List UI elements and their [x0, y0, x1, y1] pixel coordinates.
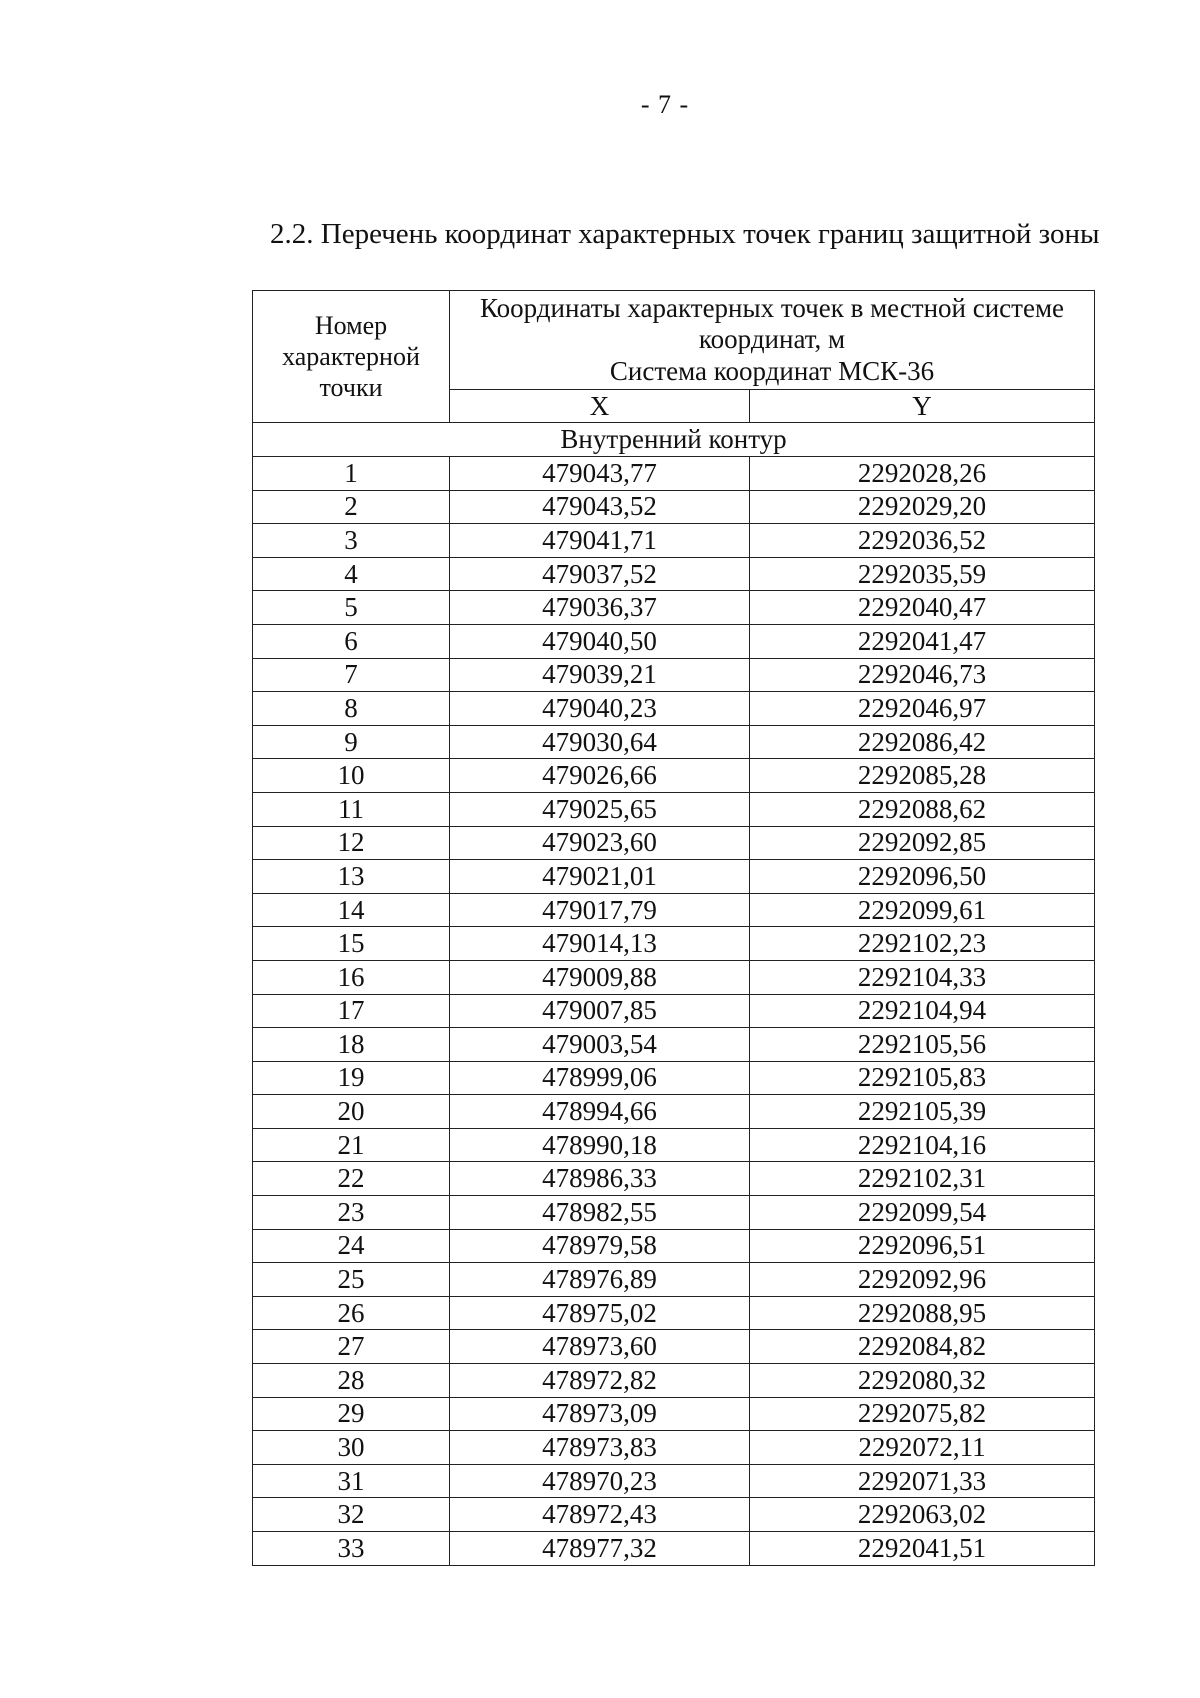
y-coordinate-cell: 2292099,54 [750, 1196, 1095, 1230]
x-coordinate-cell: 479040,50 [450, 624, 750, 658]
table-row [253, 1330, 1095, 1364]
point-number-cell: 5 [253, 591, 450, 625]
point-number-cell: 28 [253, 1364, 450, 1398]
table-row [253, 1128, 1095, 1162]
x-coordinate-cell: 479040,23 [450, 692, 750, 726]
x-coordinate-cell: 479030,64 [450, 725, 750, 759]
table-row [253, 591, 1095, 625]
y-coordinate-cell: 2292036,52 [750, 524, 1095, 558]
table-row [253, 960, 1095, 994]
y-coordinate-cell: 2292028,26 [750, 457, 1095, 491]
y-coordinate-cell: 2292085,28 [750, 759, 1095, 793]
point-number-cell: 11 [253, 792, 450, 826]
y-coordinate-cell: 2292063,02 [750, 1498, 1095, 1532]
table-row [253, 1498, 1095, 1532]
section-title: 2.2. Перечень координат характерных точек границ защитной зоны [270, 218, 1100, 250]
page-number: - 7 - [640, 90, 690, 119]
y-coordinate-cell: 2292105,39 [750, 1095, 1095, 1129]
table-row [253, 1061, 1095, 1095]
y-coordinate-cell: 2292104,94 [750, 994, 1095, 1028]
x-coordinate-cell: 478975,02 [450, 1296, 750, 1330]
x-coordinate-cell: 478972,43 [450, 1498, 750, 1532]
y-coordinate-cell: 2292041,51 [750, 1532, 1095, 1566]
point-number-cell: 12 [253, 826, 450, 860]
x-coordinate-cell: 479043,52 [450, 490, 750, 524]
x-coordinate-cell: 479003,54 [450, 1028, 750, 1062]
table-row [253, 826, 1095, 860]
point-number-cell: 20 [253, 1095, 450, 1129]
table-header [253, 291, 1095, 423]
y-coordinate-cell: 2292102,31 [750, 1162, 1095, 1196]
point-number-cell: 16 [253, 960, 450, 994]
contour-label: Внутренний контур [253, 423, 1095, 457]
x-coordinate-cell: 479021,01 [450, 860, 750, 894]
table-row [253, 1464, 1095, 1498]
y-coordinate-cell: 2292088,95 [750, 1296, 1095, 1330]
table-row [253, 725, 1095, 759]
point-number-cell: 6 [253, 624, 450, 658]
point-number-cell: 13 [253, 860, 450, 894]
point-number-cell: 23 [253, 1196, 450, 1230]
y-coordinate-cell: 2292099,61 [750, 893, 1095, 927]
table-row [253, 893, 1095, 927]
coordinates-table [252, 290, 1095, 1566]
y-coordinate-cell: 2292088,62 [750, 792, 1095, 826]
point-number-cell: 29 [253, 1397, 450, 1431]
point-number-cell: 31 [253, 1464, 450, 1498]
header-point-number: Номер характерной точки [253, 291, 450, 423]
x-coordinate-cell: 479041,71 [450, 524, 750, 558]
x-coordinate-cell: 479007,85 [450, 994, 750, 1028]
point-number-cell: 27 [253, 1330, 450, 1364]
point-number-cell: 32 [253, 1498, 450, 1532]
y-coordinate-cell: 2292046,97 [750, 692, 1095, 726]
y-coordinate-cell: 2292029,20 [750, 490, 1095, 524]
header-coordinates [450, 291, 1095, 390]
point-number-cell: 19 [253, 1061, 450, 1095]
y-coordinate-cell: 2292096,50 [750, 860, 1095, 894]
x-coordinate-cell: 478999,06 [450, 1061, 750, 1095]
x-coordinate-cell: 478976,89 [450, 1263, 750, 1297]
y-coordinate-cell: 2292075,82 [750, 1397, 1095, 1431]
header-x: X [450, 390, 750, 423]
x-coordinate-cell: 479025,65 [450, 792, 750, 826]
table-row [253, 1397, 1095, 1431]
point-number-cell: 21 [253, 1128, 450, 1162]
table-body [253, 423, 1095, 1566]
table-row [253, 658, 1095, 692]
x-coordinate-cell: 479009,88 [450, 960, 750, 994]
point-number-cell: 3 [253, 524, 450, 558]
point-number-cell: 7 [253, 658, 450, 692]
x-coordinate-cell: 478979,58 [450, 1229, 750, 1263]
x-coordinate-cell: 478982,55 [450, 1196, 750, 1230]
table-row [253, 1431, 1095, 1465]
point-number-cell: 1 [253, 457, 450, 491]
y-coordinate-cell: 2292104,16 [750, 1128, 1095, 1162]
x-coordinate-cell: 479039,21 [450, 658, 750, 692]
y-coordinate-cell: 2292086,42 [750, 725, 1095, 759]
x-coordinate-cell: 479043,77 [450, 457, 750, 491]
y-coordinate-cell: 2292104,33 [750, 960, 1095, 994]
table-row [253, 524, 1095, 558]
x-coordinate-cell: 479014,13 [450, 927, 750, 961]
x-coordinate-cell: 479036,37 [450, 591, 750, 625]
x-coordinate-cell: 478977,32 [450, 1532, 750, 1566]
x-coordinate-cell: 479023,60 [450, 826, 750, 860]
point-number-cell: 30 [253, 1431, 450, 1465]
table-row [253, 792, 1095, 826]
x-coordinate-cell: 478994,66 [450, 1095, 750, 1129]
point-number-cell: 33 [253, 1532, 450, 1566]
table-row [253, 927, 1095, 961]
y-coordinate-cell: 2292092,96 [750, 1263, 1095, 1297]
x-coordinate-cell: 478986,33 [450, 1162, 750, 1196]
table-row [253, 490, 1095, 524]
y-coordinate-cell: 2292071,33 [750, 1464, 1095, 1498]
point-number-cell: 4 [253, 557, 450, 591]
x-coordinate-cell: 478973,83 [450, 1431, 750, 1465]
table-row [253, 1028, 1095, 1062]
y-coordinate-cell: 2292105,83 [750, 1061, 1095, 1095]
point-number-cell: 2 [253, 490, 450, 524]
table-row [253, 1364, 1095, 1398]
x-coordinate-cell: 479037,52 [450, 557, 750, 591]
table-row [253, 557, 1095, 591]
point-number-cell: 10 [253, 759, 450, 793]
x-coordinate-cell: 478973,09 [450, 1397, 750, 1431]
table-row [253, 1162, 1095, 1196]
table-row [253, 692, 1095, 726]
table-row [253, 1296, 1095, 1330]
point-number-cell: 17 [253, 994, 450, 1028]
table-row [253, 1095, 1095, 1129]
x-coordinate-cell: 478990,18 [450, 1128, 750, 1162]
y-coordinate-cell: 2292080,32 [750, 1364, 1095, 1398]
y-coordinate-cell: 2292041,47 [750, 624, 1095, 658]
point-number-cell: 8 [253, 692, 450, 726]
table-row [253, 1229, 1095, 1263]
point-number-cell: 18 [253, 1028, 450, 1062]
header-coordinates-description: Координаты характерных точек в местной системе координат, м [479, 293, 1065, 355]
y-coordinate-cell: 2292102,23 [750, 927, 1095, 961]
point-number-cell: 25 [253, 1263, 450, 1297]
table-row [253, 1532, 1095, 1566]
y-coordinate-cell: 2292105,56 [750, 1028, 1095, 1062]
point-number-cell: 15 [253, 927, 450, 961]
y-coordinate-cell: 2292035,59 [750, 557, 1095, 591]
table-row [253, 1263, 1095, 1297]
table-row [253, 457, 1095, 491]
table-row [253, 1196, 1095, 1230]
y-coordinate-cell: 2292072,11 [750, 1431, 1095, 1465]
table-row [253, 994, 1095, 1028]
x-coordinate-cell: 479026,66 [450, 759, 750, 793]
table-row [253, 860, 1095, 894]
point-number-cell: 22 [253, 1162, 450, 1196]
y-coordinate-cell: 2292096,51 [750, 1229, 1095, 1263]
header-y: Y [750, 390, 1095, 423]
y-coordinate-cell: 2292040,47 [750, 591, 1095, 625]
x-coordinate-cell: 478973,60 [450, 1330, 750, 1364]
table-row [253, 624, 1095, 658]
y-coordinate-cell: 2292046,73 [750, 658, 1095, 692]
x-coordinate-cell: 478972,82 [450, 1364, 750, 1398]
point-number-cell: 14 [253, 893, 450, 927]
table-row [253, 759, 1095, 793]
point-number-cell: 9 [253, 725, 450, 759]
header-coordinate-system: Система координат МСК-36 [609, 355, 935, 386]
y-coordinate-cell: 2292092,85 [750, 826, 1095, 860]
x-coordinate-cell: 478970,23 [450, 1464, 750, 1498]
point-number-cell: 24 [253, 1229, 450, 1263]
point-number-cell: 26 [253, 1296, 450, 1330]
x-coordinate-cell: 479017,79 [450, 893, 750, 927]
y-coordinate-cell: 2292084,82 [750, 1330, 1095, 1364]
